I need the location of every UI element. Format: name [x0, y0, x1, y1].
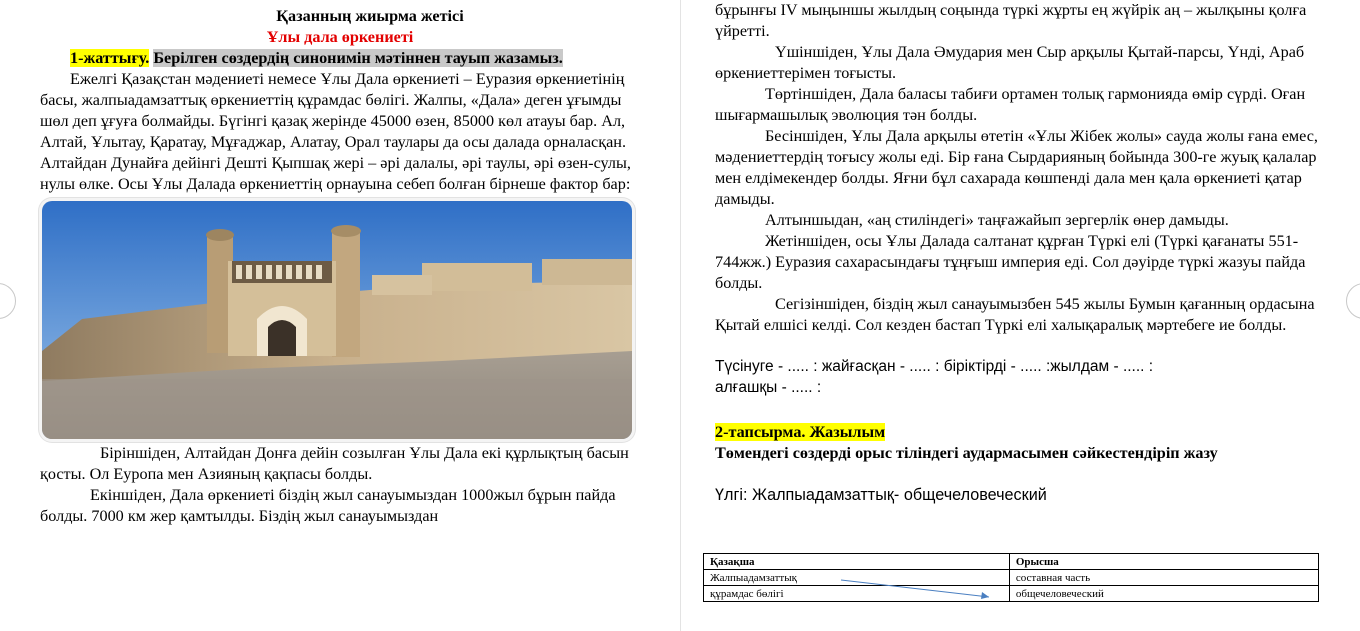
table-cell: составная часть [1009, 570, 1318, 586]
task2-instruction: Төмендегі сөздерді орыс тіліндегі аудармасымен сәйкестендіріп жазу [715, 444, 1218, 462]
table-cell: общечеловеческий [1009, 586, 1318, 602]
task2-heading [715, 422, 1325, 443]
example-line: Үлгі: Жалпыадамзаттық- общечеловеческий [715, 486, 1047, 504]
table-header-kazakh: Қазақша [704, 554, 1010, 570]
paragraph-intro: Ежелгі Қазақстан мәдениеті немесе Ұлы Дала өркениеті – Еуразия өркениетінің басы, жалпыадамзаттық өркениеттің құрамдас бөлігі. Жалпы, «Дала» деген ұғымды шөл деп ұғуға болмайды. Бүгінгі қазақ жерінде 45000 өзен, 85000 көл атауы бар. Ал, Алтай, Ұлытау, Қаратау, Мұғаджар, Алатау, Орал таулары да осы далада орналасқан. Алтайдан Дунайға дейінгі Дешті Қыпшақ жері – әрі далалы, әрі таулы, әрі өзен-сулы, нулы өлке. Осы Ұлы Далада өркениеттің орнауына себеп болған бірнеше фактор бар: [40, 70, 631, 193]
paragraph-continuation: бұрынғы IV мыңыншы жылдың соңында түркі жұрты ең жүйрік аң – жылқыны қолға үйретті. [715, 1, 1307, 40]
paragraph-eighth: Сегізіншіден, біздің жыл санауымызбен 545 жылы Бумын қағанның ордасына Қытай елшісі келді. Сол кезден бастап Түркі елі халықаралық мәртебеге ие болды. [715, 295, 1315, 334]
table-cell: Жалпыадамзаттық [704, 570, 1010, 586]
table-row [704, 586, 1319, 602]
paragraph-seventh: Жетіншіден, осы Ұлы Далада салтанат құрған Түркі елі (Түркі қағанаты 551-744жж.) Еуразия сахарасындағы тұңғыш империя еді. Сол дәуірде түркі жазуы пайда болды. [715, 232, 1306, 292]
table-cell: құрамдас бөлігі [704, 586, 1010, 602]
exercise1-number: 1-жаттығу. [70, 49, 150, 67]
fortress-photo [42, 201, 632, 439]
paragraph-first: Біріншіден, Алтайдан Донға дейін созылған Ұлы Дала екі құрлықтың басын қосты. Ол Еуропа мен Азияның қақпасы болды. [40, 444, 629, 483]
page-title: Қазанның жиырма жетісі [276, 7, 464, 25]
table-row [704, 570, 1319, 586]
task2-label: 2-тапсырма. Жазылым [715, 423, 886, 441]
paragraph-sixth: Алтыншыдан, «аң стиліндегі» таңғажайып зергерлік өнер дамыды. [765, 211, 1229, 229]
page-nav-right-icon[interactable] [1346, 283, 1360, 319]
vocab-exercise [715, 356, 1325, 398]
exercise1-heading [40, 48, 640, 69]
vocab-line-1: Түсінуге - ..... : жайғасқан - ..... : біріктірді - ..... :жылдам - ..... : [715, 358, 1154, 375]
vocab-line-2: алғашқы - ..... : [715, 379, 822, 396]
exercise1-instruction: Берілген сөздердің синонимін мәтіннен тауып жазамыз. [153, 49, 563, 67]
table-header-row [704, 554, 1319, 570]
fortress-illustration [42, 201, 632, 439]
translation-table [703, 553, 1319, 602]
table-header-russian: Орысша [1009, 554, 1318, 570]
right-page [715, 0, 1325, 506]
page-divider [680, 0, 681, 631]
page-nav-left-icon[interactable] [0, 283, 16, 319]
paragraph-fourth: Төртіншіден, Дала баласы табиғи ортамен толық гармонияда өмір сүрді. Оған шығармашылық эволюция тән болды. [715, 85, 1306, 124]
paragraph-second: Екіншіден, Дала өркениеті біздің жыл санауымыздан 1000жыл бұрын пайда болды. 7000 км жер қамтылды. Біздің жыл санауымыздан [40, 486, 616, 525]
paragraph-third: Үшіншіден, Ұлы Дала Әмудария мен Сыр арқылы Қытай-парсы, Үнді, Араб өркениеттерімен тоғысты. [715, 43, 1305, 82]
page-subtitle: Ұлы дала өркениеті [266, 28, 414, 46]
left-page [40, 0, 640, 527]
paragraph-fifth: Бесіншіден, Ұлы Дала арқылы өтетін «Ұлы Жібек жолы» сауда жолы ғана емес, мәдениеттердің тоғысу жолы еді. Бір ғана Сырдарияның бойында 300-ге жуық қалалар мен елдімекендер болды. Яғни бұл сахарада көшпенді дала мен қала өркениеті қатар дамыды. [715, 127, 1318, 208]
